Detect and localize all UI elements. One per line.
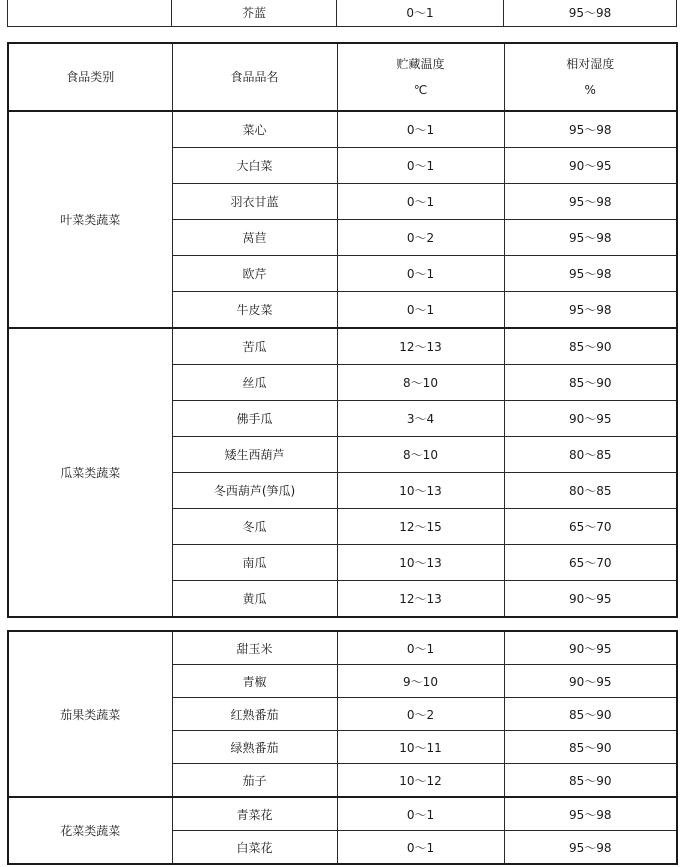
humidity-cell: 90～95 xyxy=(504,148,677,184)
temperature-cell: 0～1 xyxy=(337,256,504,292)
food-name-cell: 羽衣甘蓝 xyxy=(172,184,337,220)
temperature-cell: 3～4 xyxy=(337,401,504,437)
temperature-cell: 0～1 xyxy=(337,111,504,148)
food-name-cell: 丝瓜 xyxy=(172,365,337,401)
humidity-cell: 95～98 xyxy=(504,292,677,329)
humidity-cell: 85～90 xyxy=(504,731,677,764)
humidity-cell: 65～70 xyxy=(504,509,677,545)
food-name-cell: 大白菜 xyxy=(172,148,337,184)
temperature-cell: 0～2 xyxy=(337,698,504,731)
humidity-cell: 95～98 xyxy=(504,220,677,256)
temperature-cell: 8～10 xyxy=(337,365,504,401)
table-row xyxy=(8,111,677,148)
temperature-cell: 0～1 xyxy=(337,631,504,665)
food-name-cell: 苦瓜 xyxy=(172,328,337,365)
temperature-cell: 0～1 xyxy=(337,292,504,329)
humidity-cell: 85～90 xyxy=(504,365,677,401)
header-category: 食品类别 xyxy=(8,43,172,111)
food-name-cell: 甜玉米 xyxy=(172,631,337,665)
temperature-cell: 9～10 xyxy=(337,665,504,698)
humidity-cell: 90～95 xyxy=(504,665,677,698)
temperature-cell: 8～10 xyxy=(337,437,504,473)
temperature-cell: 0～1 xyxy=(337,184,504,220)
humidity-cell: 80～85 xyxy=(504,437,677,473)
food-name-cell: 冬西葫芦(笋瓜) xyxy=(172,473,337,509)
temperature-cell: 12～15 xyxy=(337,509,504,545)
header-humidity-unit: % xyxy=(584,83,596,97)
humidity-cell: 95～98 xyxy=(504,797,677,831)
category-cell: 瓜菜类蔬菜 xyxy=(8,328,172,617)
humidity-cell: 85～90 xyxy=(504,328,677,365)
temperature-cell: 0～1 xyxy=(337,797,504,831)
food-name-cell: 绿熟番茄 xyxy=(172,731,337,764)
table-row xyxy=(8,0,677,27)
food-name-cell: 冬瓜 xyxy=(172,509,337,545)
humidity-cell: 95～98 xyxy=(504,0,677,27)
header-temperature-label: 贮藏温度 xyxy=(396,57,445,71)
temperature-cell: 0～1 xyxy=(337,148,504,184)
food-name-cell: 佛手瓜 xyxy=(172,401,337,437)
temperature-cell: 10～12 xyxy=(337,764,504,798)
storage-conditions-table-continued xyxy=(7,630,678,865)
temperature-cell: 10～13 xyxy=(337,473,504,509)
header-food-name: 食品品名 xyxy=(172,43,337,111)
food-name-cell: 白菜花 xyxy=(172,831,337,865)
category-cell: 叶菜类蔬菜 xyxy=(8,111,172,328)
bottom-table-body xyxy=(8,631,677,864)
humidity-cell: 90～95 xyxy=(504,401,677,437)
header-humidity xyxy=(504,43,677,111)
temperature-cell: 0～2 xyxy=(337,220,504,256)
humidity-cell: 95～98 xyxy=(504,111,677,148)
food-name-cell: 矮生西葫芦 xyxy=(172,437,337,473)
food-name-cell: 芥蓝 xyxy=(172,0,337,27)
category-cell: 花菜类蔬菜 xyxy=(8,797,172,864)
temperature-cell: 0～1 xyxy=(337,0,504,27)
temperature-cell: 12～13 xyxy=(337,581,504,618)
storage-conditions-table xyxy=(7,42,678,618)
table-row xyxy=(8,328,677,365)
humidity-cell: 95～98 xyxy=(504,831,677,865)
food-name-cell: 青菜花 xyxy=(172,797,337,831)
table-row xyxy=(8,631,677,665)
food-name-cell: 茄子 xyxy=(172,764,337,798)
temperature-cell: 0～1 xyxy=(337,831,504,865)
temperature-cell: 12～13 xyxy=(337,328,504,365)
humidity-cell: 85～90 xyxy=(504,698,677,731)
food-name-cell: 欧芹 xyxy=(172,256,337,292)
header-humidity-label: 相对湿度 xyxy=(566,57,615,71)
food-name-cell: 莴苣 xyxy=(172,220,337,256)
humidity-cell: 90～95 xyxy=(504,631,677,665)
header-temperature xyxy=(337,43,504,111)
food-name-cell: 黄瓜 xyxy=(172,581,337,618)
table-row xyxy=(8,797,677,831)
humidity-cell: 80～85 xyxy=(504,473,677,509)
category-cell: 茄果类蔬菜 xyxy=(8,631,172,797)
humidity-cell: 65～70 xyxy=(504,545,677,581)
main-table-body xyxy=(8,111,677,617)
food-name-cell: 南瓜 xyxy=(172,545,337,581)
temperature-cell: 10～13 xyxy=(337,545,504,581)
humidity-cell: 90～95 xyxy=(504,581,677,618)
food-name-cell: 红熟番茄 xyxy=(172,698,337,731)
food-name-cell: 青椒 xyxy=(172,665,337,698)
humidity-cell: 95～98 xyxy=(504,256,677,292)
header-temperature-unit: ℃ xyxy=(413,83,428,97)
temperature-cell: 10～11 xyxy=(337,731,504,764)
humidity-cell: 95～98 xyxy=(504,184,677,220)
header-row xyxy=(8,43,677,111)
food-name-cell: 菜心 xyxy=(172,111,337,148)
food-name-cell: 牛皮菜 xyxy=(172,292,337,329)
category-cell xyxy=(8,0,172,27)
humidity-cell: 85～90 xyxy=(504,764,677,798)
previous-table-fragment xyxy=(7,0,677,27)
